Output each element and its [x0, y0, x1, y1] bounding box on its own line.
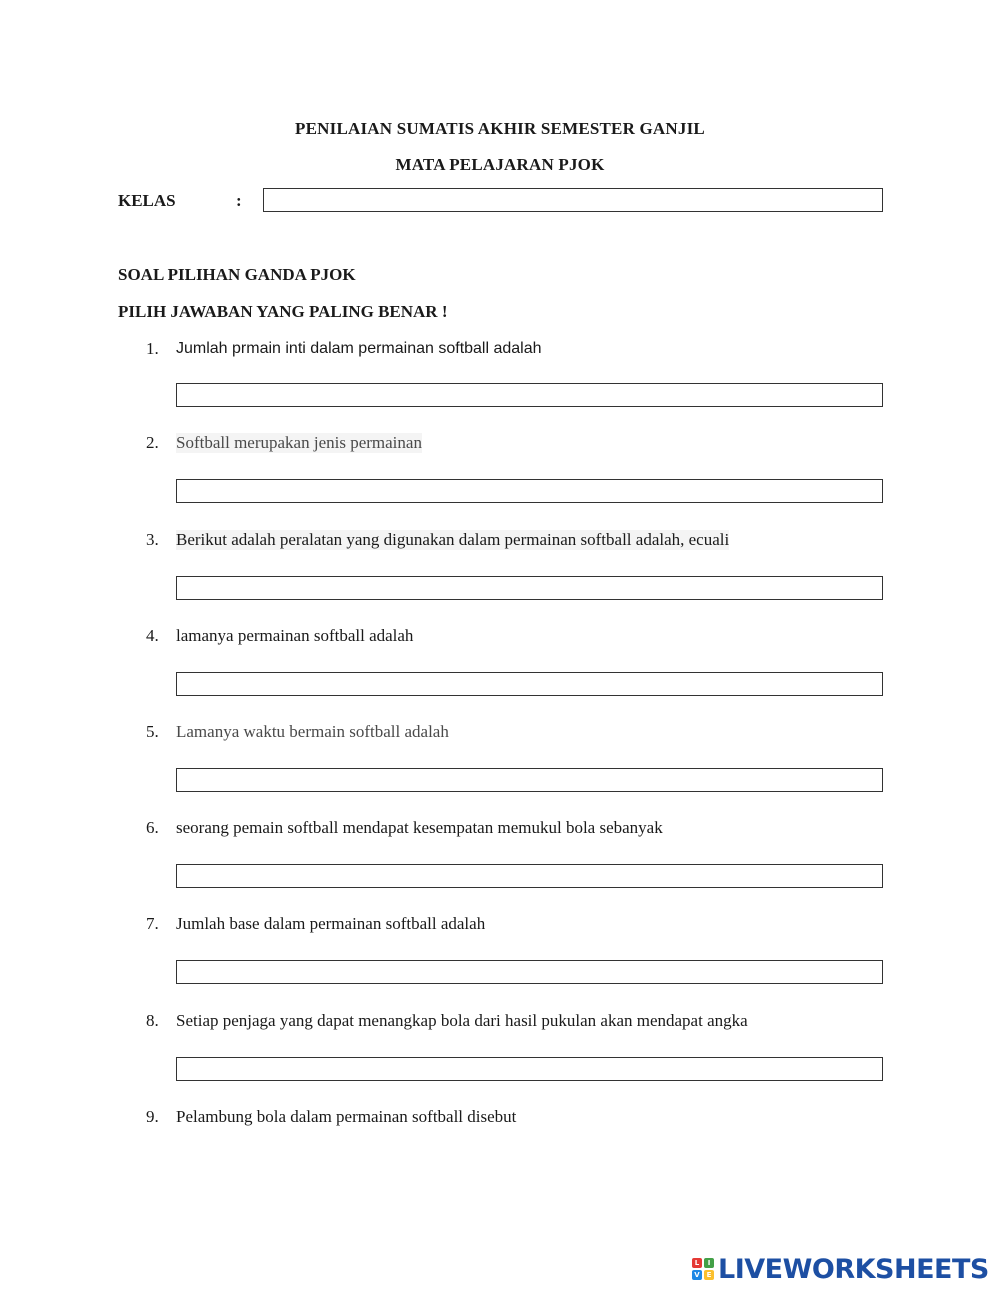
kelas-input[interactable]: [263, 188, 883, 212]
page-subtitle: MATA PELAJARAN PJOK: [395, 155, 605, 174]
answer-input-6[interactable]: [176, 864, 883, 888]
liveworksheets-logo: [692, 1254, 989, 1284]
question-number: 9.: [146, 1107, 159, 1126]
question-number: 3.: [146, 530, 159, 549]
question-number: 4.: [146, 626, 159, 645]
question-number: 6.: [146, 818, 159, 837]
answer-input-2[interactable]: [176, 479, 883, 503]
logo-tile-e: E: [704, 1270, 714, 1280]
question-text: Softball merupakan jenis permainan: [176, 433, 422, 452]
question-number: 7.: [146, 914, 159, 933]
answer-input-4[interactable]: [176, 672, 883, 696]
logo-tile-i: I: [704, 1258, 714, 1268]
liveworksheets-logo-icon: [692, 1258, 714, 1280]
logo-tile-v: V: [692, 1270, 702, 1280]
answer-input-3[interactable]: [176, 576, 883, 600]
question-number: 1.: [146, 339, 159, 358]
question-number: 8.: [146, 1011, 159, 1030]
answer-input-8[interactable]: [176, 1057, 883, 1081]
answer-input-5[interactable]: [176, 768, 883, 792]
question-number: 2.: [146, 433, 159, 452]
question-number: 5.: [146, 722, 159, 741]
question-text: Jumlah base dalam permainan softball adalah: [176, 914, 486, 933]
question-text: Setiap penjaga yang dapat menangkap bola dari hasil pukulan akan mendapat angka: [176, 1011, 748, 1030]
instruction-text: PILIH JAWABAN YANG PALING BENAR !: [118, 302, 448, 321]
question-text: seorang pemain softball mendapat kesempatan memukul bola sebanyak: [176, 818, 663, 837]
question-text: lamanya permainan softball adalah: [176, 626, 414, 645]
answer-input-1[interactable]: [176, 383, 883, 407]
brand-name: LIVEWORKSHEETS: [718, 1253, 989, 1285]
question-text: Jumlah prmain inti dalam permainan softball adalah: [176, 340, 542, 357]
section-heading: SOAL PILIHAN GANDA PJOK: [118, 265, 356, 284]
kelas-colon: :: [236, 191, 242, 210]
question-text: Pelambung bola dalam permainan softball disebut: [176, 1107, 517, 1126]
page-title: PENILAIAN SUMATIS AKHIR SEMESTER GANJIL: [295, 119, 705, 138]
answer-input-7[interactable]: [176, 960, 883, 984]
question-text: Berikut adalah peralatan yang digunakan dalam permainan softball adalah, ecuali: [176, 530, 730, 549]
question-text: Lamanya waktu bermain softball adalah: [176, 722, 449, 741]
logo-tile-l: L: [692, 1258, 702, 1268]
kelas-label: KELAS: [118, 191, 176, 210]
